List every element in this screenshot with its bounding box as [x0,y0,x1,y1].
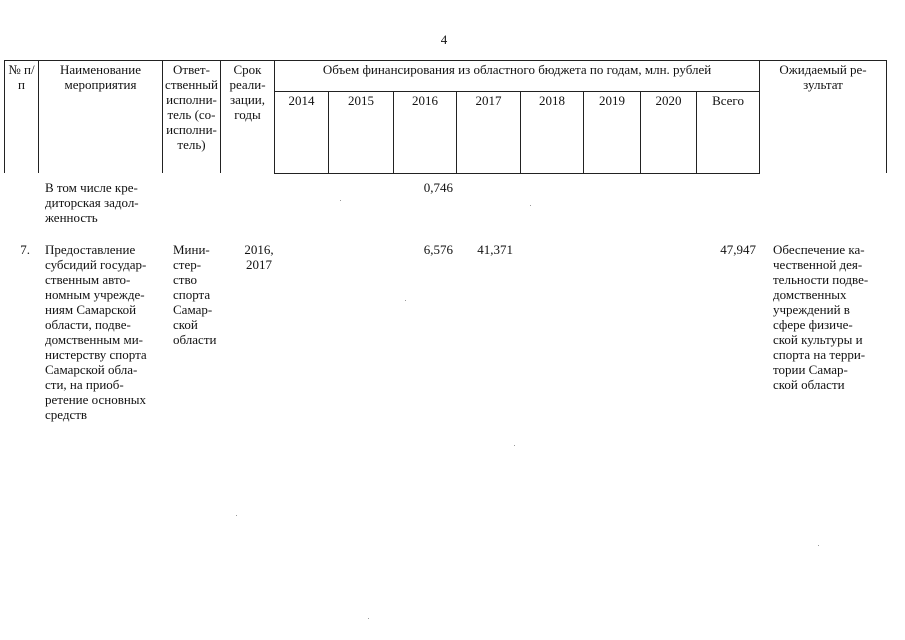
row-7-executor-line: ство [173,272,198,287]
header-year-2018: 2018 [521,91,584,173]
row-1-name-line: женность [45,210,98,225]
header-year-2019: 2019 [584,91,641,173]
row-7-executor-line: Самар- [173,302,213,317]
scan-speck [530,205,531,206]
row-7-result-line: Обеспечение ка- [773,242,865,257]
row-7-name-line: домственным ми- [45,332,144,347]
row-7-name [45,242,170,422]
row-7-result-line: домственных [773,287,847,302]
row-7-result-line: тории Самар- [773,362,848,377]
row-7-executor-line: области [173,332,217,347]
row-7-name-line: сти, на приоб- [45,377,124,392]
row-7-result-line: ской области [773,377,845,392]
row-7-executor-line: спорта [173,287,211,302]
row-7-name-line: субсидий государ- [45,257,147,272]
row-7-name-line: нистерству спорта [45,347,147,362]
header-year-2016: 2016 [394,91,457,173]
row-7-result-line: сфере физиче- [773,317,853,332]
row-7-name-line: ственным авто- [45,272,131,287]
row-7-name-line: ретение основных [45,392,147,407]
row-7-executor-line: стер- [173,257,202,272]
scan-speck [514,445,515,446]
row-7-executor [173,242,231,347]
page-number: 4 [440,32,448,47]
header-num: № п/п [5,61,39,174]
row-7-term-line: 2016, [244,242,274,257]
header-result: Ожидаемый ре-зультат [760,61,887,174]
row-7-executor-line: Мини- [173,242,210,257]
row-1-value-2016: 0,746 [423,180,453,195]
header-funding: Объем финансирования из областного бюджета по годам, млн. рублей [275,61,760,92]
row-7-value-2016: 6,576 [423,242,453,257]
header-term: Срок реали-зации, годы [221,61,275,174]
scan-speck [236,515,237,516]
row-1-name-line: В том числе кре- [45,180,138,195]
row-7-name-line: Предоставление [45,242,136,257]
row-7-name-line: номным учрежде- [45,287,145,302]
row-7-result-line: ской культуры и [773,332,863,347]
row-7-executor-line: ской [173,317,198,332]
row-7-name-line: области, подве- [45,317,131,332]
row-7-num: 7. [20,242,30,257]
scan-speck [405,300,406,301]
scan-speck [368,618,369,619]
row-1-name-line: диторская задол- [45,195,139,210]
scan-speck [340,200,341,201]
row-7-result-line: тельности подве- [773,272,869,287]
row-7-result-line: спорта на терри- [773,347,866,362]
row-7-term [232,242,286,272]
header-name: Наименование мероприятия [39,61,163,174]
header-executor: Ответ-ственный исполни-тель (со-исполни-тель) [163,61,221,174]
row-7-name-line: Самарской обла- [45,362,138,377]
financing-table-header [4,60,887,174]
header-year-2020: 2020 [641,91,697,173]
header-year-2014: 2014 [275,91,329,173]
row-7-value-total: 47,947 [720,242,756,257]
header-year-2017: 2017 [457,91,521,173]
row-7-term-line: 2017 [246,257,272,272]
row-7-result-line: чественной дея- [773,257,863,272]
header-year-2015: 2015 [329,91,394,173]
row-7-result [773,242,888,392]
row-7-value-2017: 41,371 [477,242,513,257]
scan-speck [818,545,819,546]
row-7-name-line: ниям Самарской [45,302,137,317]
header-total: Всего [697,91,760,173]
row-7-name-line: средств [45,407,88,422]
row-7-result-line: учреждений в [773,302,850,317]
row-1-name [45,180,170,225]
